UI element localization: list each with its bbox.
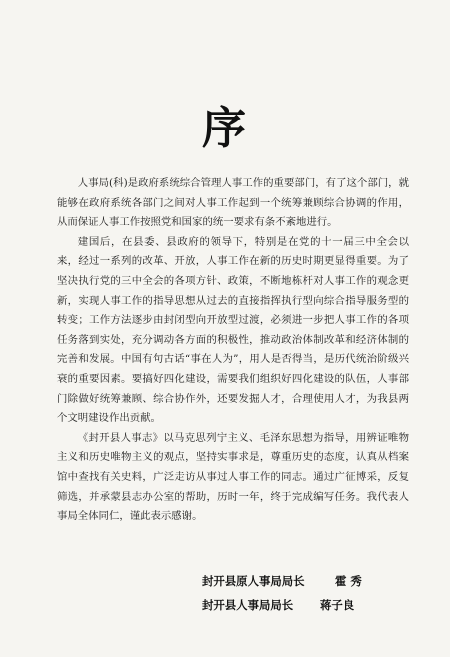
paragraph-1: 人事局(科)是政府系统综合管理人事工作的重要部门，有了这个部门，就能够在政府系统各部门之间对人事工作起到一个统筹兼顾综合协调的作用，从而保证人事工作按照党和国家的统一要求有条不紊地进行。 bbox=[57, 177, 409, 229]
paragraph-3: 《封开县人事志》以马克思列宁主义、毛泽东思想为指导，用辨证唯物主义和历史唯物主义的观点，坚持实事求是，尊重历史的态度，认真从档案馆中查找有关史料，广泛走访从事过人事工作的同志。通过广征博采，反复筛选，并承蒙县志办公室的帮助，历时一年，终于完成编写任务。我代表人事局全体同仁，谨此表示感谢。 bbox=[57, 431, 409, 523]
signature-name: 霍 秀 bbox=[335, 574, 362, 588]
signature-title: 封开县人事局局长 bbox=[202, 598, 294, 612]
signature-current-director bbox=[202, 597, 355, 613]
signature-title: 封开县原人事局局长 bbox=[202, 574, 305, 588]
signature-name: 蒋子良 bbox=[320, 598, 355, 612]
paragraph-2: 建国后，在县委、县政府的领导下，特别是在党的十一届三中全会以来，经过一系列的改革、开放，人事工作在新的历史时期更显得重要。为了坚决执行党的三中全会的各项方针、政策，不断地栋杆对人事工作的观念更新，实现人事工作的指导思想从过去的直接指挥执行型向综合指导服务型的转变；工作方法逐步由封闭型向开放型过渡，必须进一步把人事工作的各项任务落到实处，充分调动各方面的积极性，推动政治体制改革和经济体制的完善和发展。中国有句古话“事在人为”，用人是否得当，是历代统治阶级兴衰的重要因素。要搞好四化建设，需要我们组织好四化建设的队伍，人事部门除做好统筹兼顾、综合协作外，还要发掘人才，合理使用人才，为我县两个文明建设作出贡献。 bbox=[57, 235, 409, 425]
preface-title: 序 bbox=[202, 103, 248, 154]
signature-former-director bbox=[202, 573, 362, 589]
preface-body bbox=[57, 174, 409, 527]
